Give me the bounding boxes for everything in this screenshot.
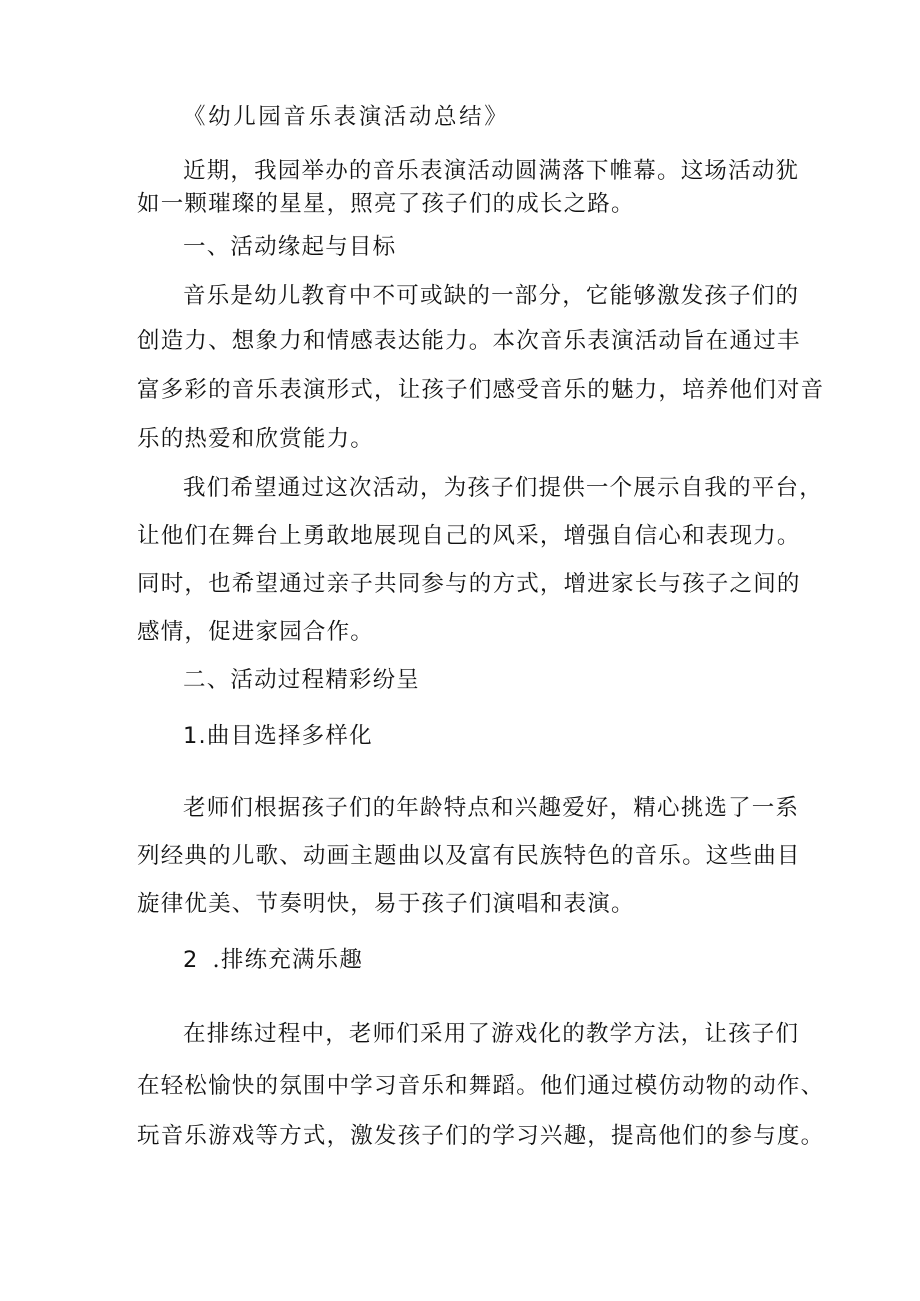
section-1-para-1-line-2: 创造力、想象力和情感表达能力。本次音乐表演活动旨在通过丰 [137, 328, 801, 354]
subsection-2-number: 2 [183, 947, 199, 973]
section-2-heading: 二、活动过程精彩纷呈 [183, 667, 421, 693]
subsection-1-para-line-1: 老师们根据孩子们的年龄特点和兴趣爱好，精心挑选了一系 [183, 795, 800, 821]
section-1-para-2-line-4: 感情，促进家园合作。 [137, 619, 375, 645]
subsection-2-para-line-1: 在排练过程中，老师们采用了游戏化的教学方法，让孩子们 [183, 1021, 800, 1047]
section-1-para-1-line-1: 音乐是幼儿教育中不可或缺的一部分，它能够激发孩子们的 [183, 283, 800, 309]
subsection-2-para-line-3: 玩音乐游戏等方式，激发孩子们的学习兴趣，提高他们的参与度。 [137, 1123, 825, 1149]
section-1-para-1-line-4: 乐的热爱和欣赏能力。 [137, 426, 375, 452]
intro-line-1: 近期，我园举办的音乐表演活动圆满落下帷幕。这场活动犹 [183, 158, 800, 184]
subsection-1-title: 曲目选择多样化 [206, 723, 373, 749]
subsection-1-para-line-3: 旋律优美、节奏明快，易于孩子们演唱和表演。 [137, 891, 635, 917]
subsection-2-heading [183, 945, 363, 975]
section-1-para-2-line-1: 我们希望通过这次活动，为孩子们提供一个展示自我的平台， [183, 475, 823, 501]
section-1-para-1-line-3: 富多彩的音乐表演形式，让孩子们感受音乐的魅力，培养他们对音 [137, 377, 825, 403]
section-1-heading: 一、活动缘起与目标 [183, 234, 397, 260]
subsection-2-para-line-2: 在轻松愉快的氛围中学习音乐和舞蹈。他们通过模仿动物的动作、 [137, 1073, 825, 1099]
section-1-para-2-line-3: 同时，也希望通过亲子共同参与的方式，增进家长与孩子之间的 [137, 571, 801, 597]
document-title: 《幼儿园音乐表演活动总结》 [183, 104, 510, 130]
subsection-1-number: 1. [183, 723, 207, 749]
subsection-2-title: .排练充满乐趣 [212, 947, 364, 973]
subsection-1-heading [183, 721, 373, 751]
subsection-1-para-line-2: 列经典的儿歌、动画主题曲以及富有民族特色的音乐。这些曲目 [137, 843, 801, 869]
section-1-para-2-line-2: 让他们在舞台上勇敢地展现自己的风采，增强自信心和表现力。 [137, 523, 801, 549]
intro-line-2: 如一颗璀璨的星星，照亮了孩子们的成长之路。 [137, 191, 635, 217]
